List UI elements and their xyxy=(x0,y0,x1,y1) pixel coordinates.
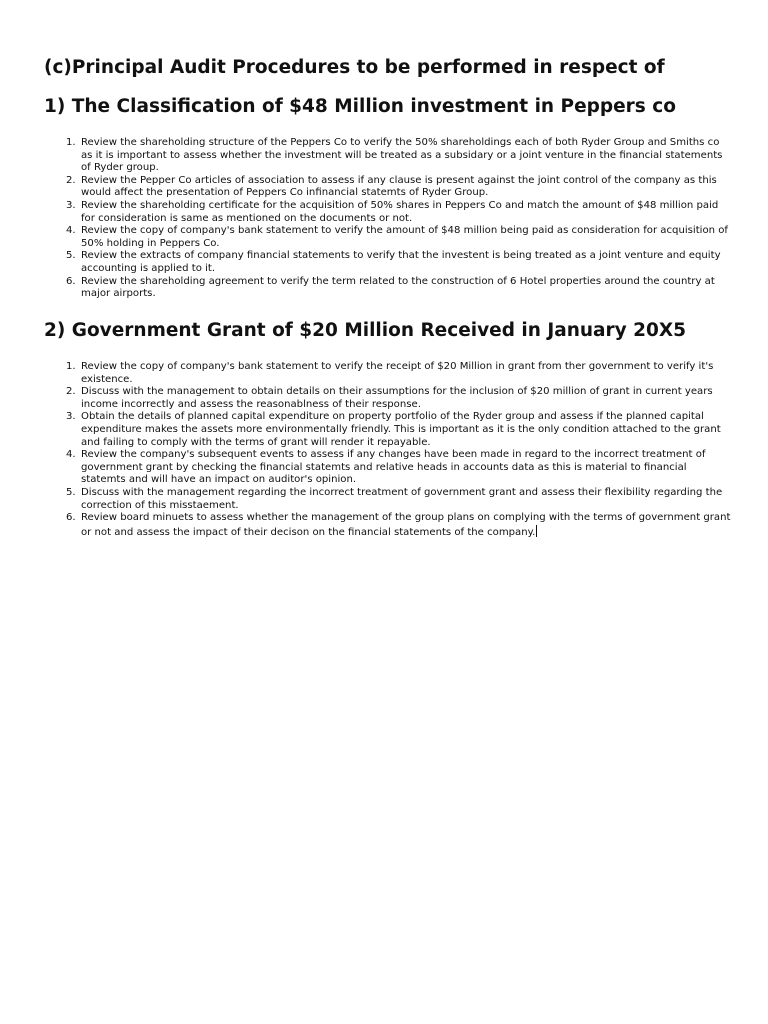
list-item-text: Review the shareholding structure of the Peppers Co to verify the 50% shareholdings each of both Ryder Group and Smiths co as it is important to assess whether the investment will be treated as a subsidary or a joint venture in the financial statements of Ryder group. xyxy=(81,137,723,174)
list-item-number: 4. xyxy=(66,449,76,461)
list-item-number: 2. xyxy=(66,174,76,186)
list-item xyxy=(66,199,731,225)
section-1-list xyxy=(66,137,731,301)
list-item[interactable] xyxy=(66,512,731,539)
list-item-text: Review the shareholding certificate for the acquisition of 50% shares in Peppers Co and match the amount of $48 million paid for consideration is same as mentioned on the documents or not. xyxy=(81,199,719,224)
list-item-number: 4. xyxy=(66,225,76,237)
list-item-number: 1. xyxy=(66,137,76,148)
list-item-text: Review the Pepper Co articles of association to assess if any clause is present against the joint control of the company as this would affect the presentation of Peppers Co infinancial statemts of Ryder Group. xyxy=(81,174,717,199)
list-item-number: 5. xyxy=(66,250,76,262)
list-item xyxy=(66,361,731,386)
list-item-text: Review the extracts of company financial statements to verify that the investent is being treated as a joint venture and equity accounting is applied to it. xyxy=(81,250,721,274)
list-item-text: Discuss with the management regarding the incorrect treatment of government grant and assess their flexibility regarding the correction of this misstaement. xyxy=(81,486,723,511)
list-item-text[interactable]: Review board minuets to assess whether the management of the group plans on complying with the terms of government grant or not and assess the impact of their decison on the financial statements of the company. xyxy=(81,512,731,538)
list-item-number: 6. xyxy=(66,275,76,287)
text-cursor xyxy=(536,525,537,537)
list-item-text: Review the shareholding agreement to verify the term related to the construction of 6 Hotel properties around the country at major airports. xyxy=(81,275,715,300)
list-item-number: 1. xyxy=(66,361,76,372)
list-item-number: 2. xyxy=(66,386,76,398)
list-item xyxy=(66,486,731,512)
list-item-text: Discuss with the management to obtain details on their assumptions for the inclusion of $20 million of grant in current years income incorrectly and assess the reasonablness of their response. xyxy=(81,386,713,410)
list-item xyxy=(66,275,731,301)
list-item-text: Obtain the details of planned capital expenditure on property portfolio of the Ryder group and assess if the planned capital expenditure makes the assets more environmentally friendly. This is important as it is the only condition attached to the grant and failing to comply with the terms of grant will render it repayable. xyxy=(81,411,721,448)
list-item xyxy=(66,411,731,449)
list-item xyxy=(66,250,731,275)
list-item-number: 5. xyxy=(66,486,76,498)
section-2-list xyxy=(66,361,731,539)
list-item xyxy=(66,137,731,175)
main-heading: (c)Principal Audit Procedures to be performed in respect of xyxy=(44,57,665,78)
section-2-heading: 2) Government Grant of $20 Million Received in January 20X5 xyxy=(44,320,687,341)
list-item xyxy=(66,174,731,200)
list-item xyxy=(66,225,731,250)
list-item-text: Review the copy of company's bank statement to verify the amount of $48 million being paid as consideration for acquisition of 50% holding in Peppers Co. xyxy=(81,225,728,249)
list-item xyxy=(66,449,731,487)
list-item-number: 3. xyxy=(66,411,76,423)
section-1-heading: 1) The Classification of $48 Million investment in Peppers co xyxy=(44,96,676,117)
list-item-number: 6. xyxy=(66,512,76,524)
list-item xyxy=(66,386,731,411)
list-item-number: 3. xyxy=(66,199,76,211)
list-item-text: Review the copy of company's bank statement to verify the receipt of $20 Million in grant from ther government to verify it's existence. xyxy=(81,361,714,385)
list-item-text: Review the company's subsequent events to assess if any changes have been made in regard to the incorrect treatment of government grant by checking the financial statemts and relative heads in accounts data as this is material to financial statemts and will have an impact on auditor's opinion. xyxy=(81,449,706,486)
